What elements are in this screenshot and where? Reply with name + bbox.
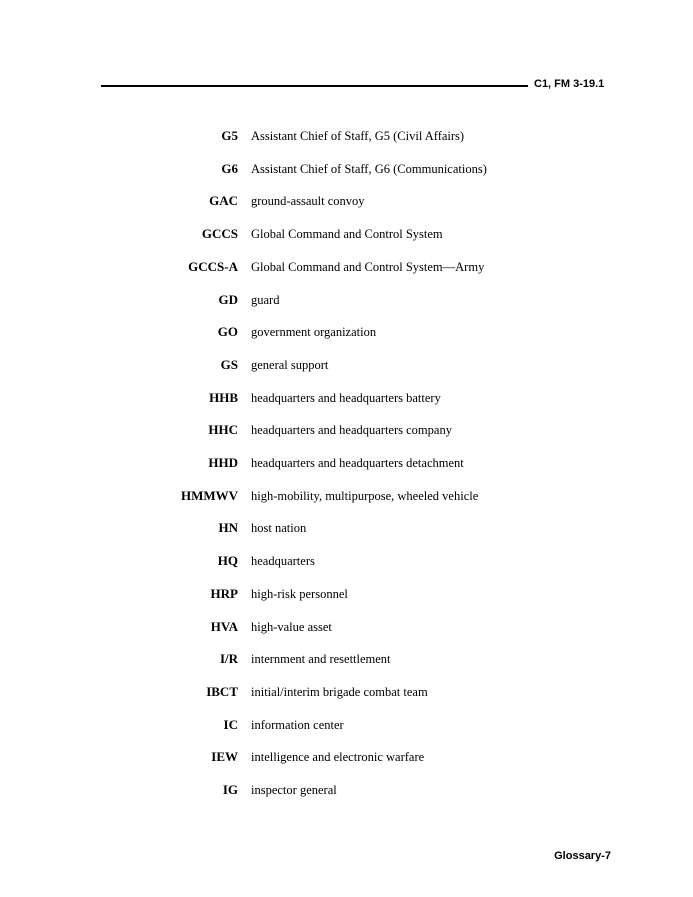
glossary-definition: headquarters bbox=[251, 554, 315, 569]
header-publication-label: C1, FM 3-19.1 bbox=[534, 78, 605, 90]
glossary-entry bbox=[0, 225, 693, 243]
glossary-entry bbox=[0, 552, 693, 570]
glossary-term: IBCT bbox=[206, 683, 238, 699]
glossary-term: GS bbox=[220, 356, 238, 372]
glossary-definition: Global Command and Control System bbox=[251, 227, 443, 242]
glossary-term: HMMWV bbox=[180, 487, 238, 503]
glossary-entry bbox=[0, 389, 693, 407]
glossary-definition: high-risk personnel bbox=[251, 586, 348, 601]
glossary-definition: general support bbox=[251, 357, 329, 372]
glossary-term: HHC bbox=[208, 422, 238, 438]
header-rule bbox=[101, 85, 528, 87]
page-number-label: Glossary-7 bbox=[554, 850, 611, 862]
glossary-definition: Assistant Chief of Staff, G5 (Civil Affairs) bbox=[251, 129, 465, 143]
glossary-entry bbox=[0, 781, 693, 799]
glossary-definition: headquarters and headquarters company bbox=[251, 423, 452, 438]
glossary-term: HN bbox=[218, 520, 238, 536]
glossary-term: I/R bbox=[219, 651, 238, 667]
glossary-term: GAC bbox=[209, 193, 238, 209]
glossary-entry bbox=[0, 192, 693, 210]
glossary-definition: headquarters and headquarters battery bbox=[251, 390, 441, 405]
glossary-definition: high-value asset bbox=[251, 619, 332, 634]
glossary-entry bbox=[0, 356, 693, 374]
glossary-definition: initial/interim brigade combat team bbox=[251, 684, 428, 699]
glossary-term: GCCS-A bbox=[188, 258, 238, 274]
glossary-entry bbox=[0, 748, 693, 766]
glossary-term: GCCS bbox=[201, 226, 238, 242]
glossary-definition: headquarters and headquarters detachment bbox=[251, 456, 464, 470]
glossary-entry bbox=[0, 323, 693, 341]
glossary-definition: government organization bbox=[251, 325, 377, 340]
glossary-entry bbox=[0, 258, 693, 276]
glossary-entry bbox=[0, 291, 693, 309]
glossary-entry bbox=[0, 487, 693, 505]
glossary-term: G5 bbox=[221, 128, 238, 143]
glossary-term: G6 bbox=[221, 160, 238, 176]
glossary-definition: host nation bbox=[251, 521, 307, 536]
glossary-term: HRP bbox=[210, 585, 238, 601]
glossary-term: GD bbox=[218, 291, 238, 307]
glossary-definition: internment and resettlement bbox=[251, 652, 391, 667]
glossary-entry bbox=[0, 127, 693, 145]
glossary-entry bbox=[0, 716, 693, 734]
glossary-entry bbox=[0, 421, 693, 439]
glossary-definition: information center bbox=[251, 717, 344, 732]
glossary-entry bbox=[0, 519, 693, 537]
glossary-entry bbox=[0, 650, 693, 668]
glossary-definition: high-mobility, multipurpose, wheeled vehicle bbox=[251, 488, 479, 503]
glossary-term: GO bbox=[217, 324, 238, 340]
glossary-term: IG bbox=[222, 782, 238, 797]
glossary-term: IEW bbox=[211, 749, 238, 765]
glossary-definition: guard bbox=[251, 292, 280, 307]
glossary-definition: Global Command and Control System—Army bbox=[251, 259, 485, 274]
glossary-term: HVA bbox=[210, 618, 238, 634]
glossary-entry bbox=[0, 618, 693, 636]
glossary-definition: Assistant Chief of Staff, G6 (Communications) bbox=[251, 161, 487, 176]
glossary-definition: inspector general bbox=[251, 783, 337, 797]
glossary-entry bbox=[0, 585, 693, 603]
glossary-definition: ground-assault convoy bbox=[251, 194, 365, 209]
glossary-term: HQ bbox=[217, 553, 238, 569]
glossary-term: HHB bbox=[209, 389, 238, 405]
glossary-entry bbox=[0, 160, 693, 178]
glossary-term: IC bbox=[223, 716, 238, 732]
glossary-entry bbox=[0, 683, 693, 701]
glossary-definition: intelligence and electronic warfare bbox=[251, 750, 425, 765]
glossary-entry bbox=[0, 454, 693, 472]
glossary-term: HHD bbox=[208, 455, 238, 470]
